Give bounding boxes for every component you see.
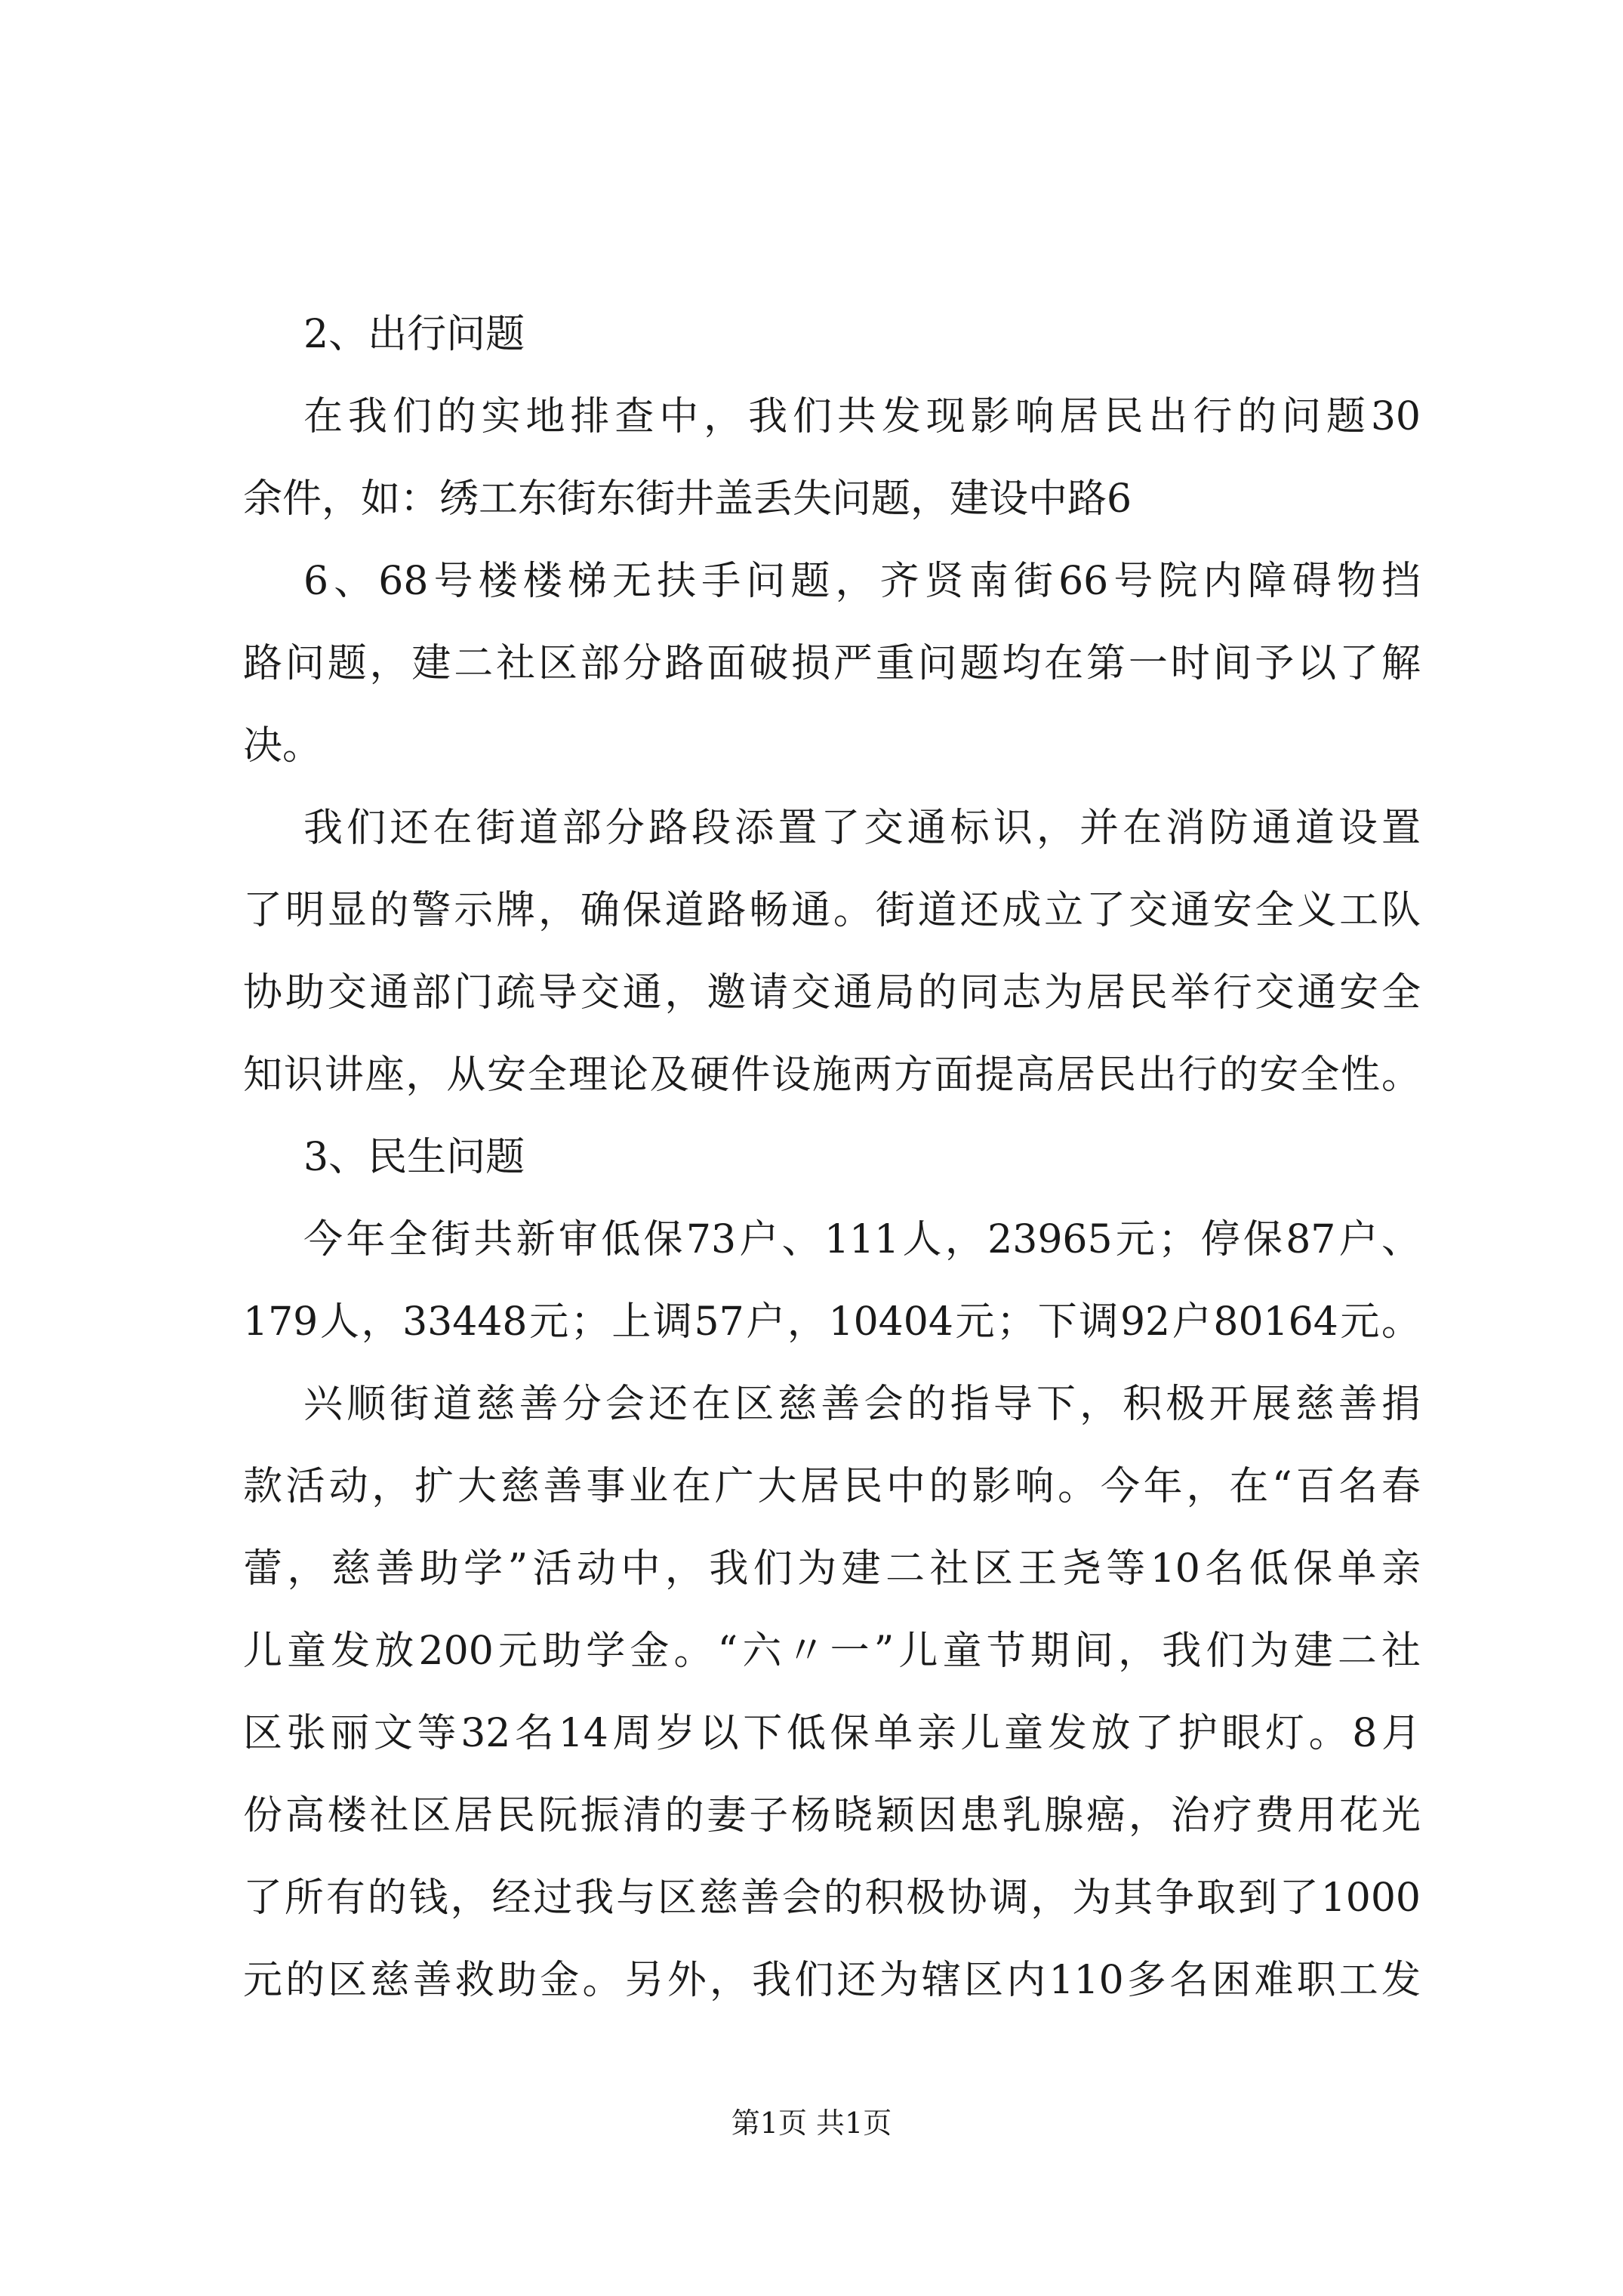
paragraph-line: 知识讲座，从安全理论及硬件设施两方面提高居民出行的安全性。 xyxy=(243,1052,1421,1098)
paragraph-line: 区张丽文等32名14周岁以下低保单亲儿童发放了护眼灯。8月 xyxy=(243,1711,1421,1756)
paragraph-line: 今年全街共新审低保73户、111人，23965元；停保87户、 xyxy=(303,1217,1421,1262)
paragraph-line: 我们还在街道部分路段添置了交通标识，并在消防通道设置 xyxy=(303,806,1421,851)
paragraph-line: 余件，如：绣工东街东街井盖丢失问题，建设中路6 xyxy=(243,476,1132,522)
paragraph-line: 了明显的警示牌，确保道路畅通。街道还成立了交通安全义工队 xyxy=(243,888,1421,933)
paragraph-line: 兴顺街道慈善分会还在区慈善会的指导下，积极开展慈善捐 xyxy=(303,1382,1421,1427)
paragraph-line: 路问题，建二社区部分路面破损严重问题均在第一时间予以了解 xyxy=(243,641,1421,686)
paragraph-line: 6、68号楼楼梯无扶手问题，齐贤南街66号院内障碍物挡 xyxy=(303,559,1421,604)
page-number-footer: 第1页 共1页 xyxy=(731,2106,892,2140)
paragraph-line: 份高楼社区居民阮振清的妻子杨晓颖因患乳腺癌，治疗费用花光 xyxy=(243,1793,1421,1838)
paragraph-line: 协助交通部门疏导交通，邀请交通局的同志为居民举行交通安全 xyxy=(243,970,1421,1015)
paragraph-line: 在我们的实地排查中，我们共发现影响居民出行的问题30 xyxy=(303,394,1421,439)
paragraph-line: 179人，33448元；上调57户，10404元；下调92户80164元。 xyxy=(243,1299,1421,1345)
paragraph-line: 款活动，扩大慈善事业在广大居民中的影响。今年，在“百名春 xyxy=(243,1464,1421,1509)
section-heading-livelihood: 3、民生问题 xyxy=(303,1135,525,1180)
paragraph-line: 蕾，慈善助学”活动中，我们为建二社区王尧等10名低保单亲 xyxy=(243,1546,1421,1592)
paragraph-line: 决。 xyxy=(243,723,322,769)
paragraph-line: 儿童发放200元助学金。“六〃一”儿童节期间，我们为建二社 xyxy=(243,1629,1421,1674)
section-heading-travel: 2、出行问题 xyxy=(303,312,525,357)
paragraph-line: 了所有的钱，经过我与区慈善会的积极协调，为其争取到了1000 xyxy=(243,1875,1421,1921)
paragraph-line: 元的区慈善救助金。另外，我们还为辖区内110多名困难职工发 xyxy=(243,1958,1421,2003)
